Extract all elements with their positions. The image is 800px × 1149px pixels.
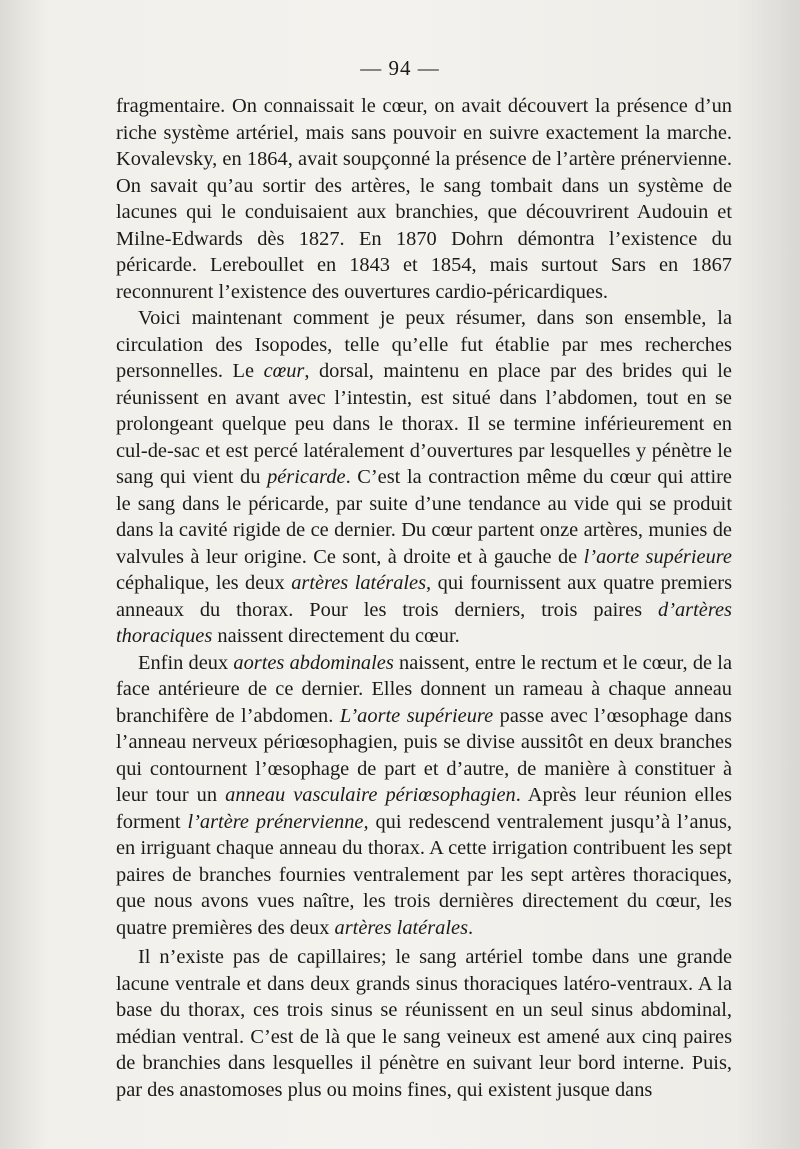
text-run: . C’est la contraction même du cœur qui attire le sang dans le péricarde, par suite d’une tendance au vide qui se produit dans la cavité rigide de ce dernier. Du cœur partent onze artères, munies de valvules à leur origine. Ce sont, à droite et à gauche de xyxy=(116,466,732,568)
text-run: naissent directement du cœur. xyxy=(212,625,460,647)
italic-term: péricarde xyxy=(267,466,346,488)
text-run: céphalique, les deux xyxy=(116,572,292,594)
text-run: . xyxy=(468,916,474,939)
italic-term: L’aorte supérieure xyxy=(339,704,494,727)
text-run: qui fournissent aux quatre premiers anneaux du thorax. Pour les trois derniers, trois paires xyxy=(116,572,733,621)
text-run: Enfin deux xyxy=(138,651,234,674)
text-run: Voici maintenant comment je peux résumer, dans son ensemble, la circulation des Isopodes, telle qu’elle fut établie par mes recherches personnelles. Le xyxy=(116,307,732,382)
paragraph xyxy=(116,944,732,1103)
italic-term: cœur xyxy=(263,360,305,382)
italic-term: anneau vasculaire périœsophagien xyxy=(225,784,516,806)
text-run: naissent, entre le rectum et le cœur, de la face antérieure de ce dernier. Elles donnent un rameau à chaque anneau branchifère de l’abdomen. xyxy=(116,651,732,727)
paragraph xyxy=(116,650,732,942)
text-run: , dorsal, maintenu en place par des brides qui le réunissent en avant avec l’intestin, est situé dans l’abdomen, tout en se prolongeant quelque peu dans le thorax. Il se termine inférieurement en cul-de-sac et est percé latéralement d’ouvertures par lesquelles y pénètre le sang qui vient du xyxy=(116,360,732,488)
paragraph xyxy=(116,93,732,305)
italic-term: aortes abdominales xyxy=(233,651,394,674)
text-run: Il n’existe pas de capillaires; le sang artériel tombe dans une grande lacune ventrale et dans deux grands sinus thoraciques latéro-ventraux. A la base du thorax, ces trois sinus se réunissent en un seul sinus abdominal, médian ventral. C’est de là que le sang veineux est amené aux cinq paires de branchies dans lesquelles il pénètre en suivant leur bord interne. Puis, par des anastomoses plus ou moins fines, qui existent jusque dans xyxy=(116,946,732,1101)
text-run: qui redescend ventralement jusqu’à l’anus, en irriguant chaque anneau du thorax. A cette irrigation contribuent les sept paires de branches fournies ventralement par les sept artères thoraciques, que nous avons vues naître, les trois dernières directement du cœur, les quatre premières des deux xyxy=(116,810,732,939)
paragraph xyxy=(116,305,732,650)
body-text xyxy=(116,93,732,1103)
italic-term: d’artères thoraciques xyxy=(116,598,732,647)
text-run: . Après leur réunion elles forment xyxy=(116,784,732,833)
italic-term: l’artère prénervienne, xyxy=(187,810,369,833)
text-run: passe avec l’œsophage dans l’anneau nerveux périœsophagien, puis se divise aussitôt en deux branches qui contournent l’œsophage de part et d’autre, de manière à constituer à leur tour un xyxy=(116,704,732,806)
italic-term: artères latérales xyxy=(334,916,469,939)
text-run: fragmentaire. On connaissait le cœur, on avait découvert la présence d’un riche système artériel, mais sans pouvoir en suivre exactement la marche. Kovalevsky, en 1864, avait soupçonné la présence de l’artère prénervienne. On savait qu’au sortir des artères, le sang tombait dans un système de lacunes qui le conduisaient aux branchies, que découvrirent Audouin et Milne-Edwards dès 1827. En 1870 Dohrn démontra l’existence du péricarde. Lereboullet en 1843 et 1854, mais surtout Sars en 1867 reconnurent l’existence des ouvertures cardio-péricardiques. xyxy=(116,95,732,303)
italic-term: l’aorte supérieure xyxy=(583,545,732,568)
italic-term: artères latérales, xyxy=(291,572,432,594)
page-number: — 94 — xyxy=(360,56,440,80)
